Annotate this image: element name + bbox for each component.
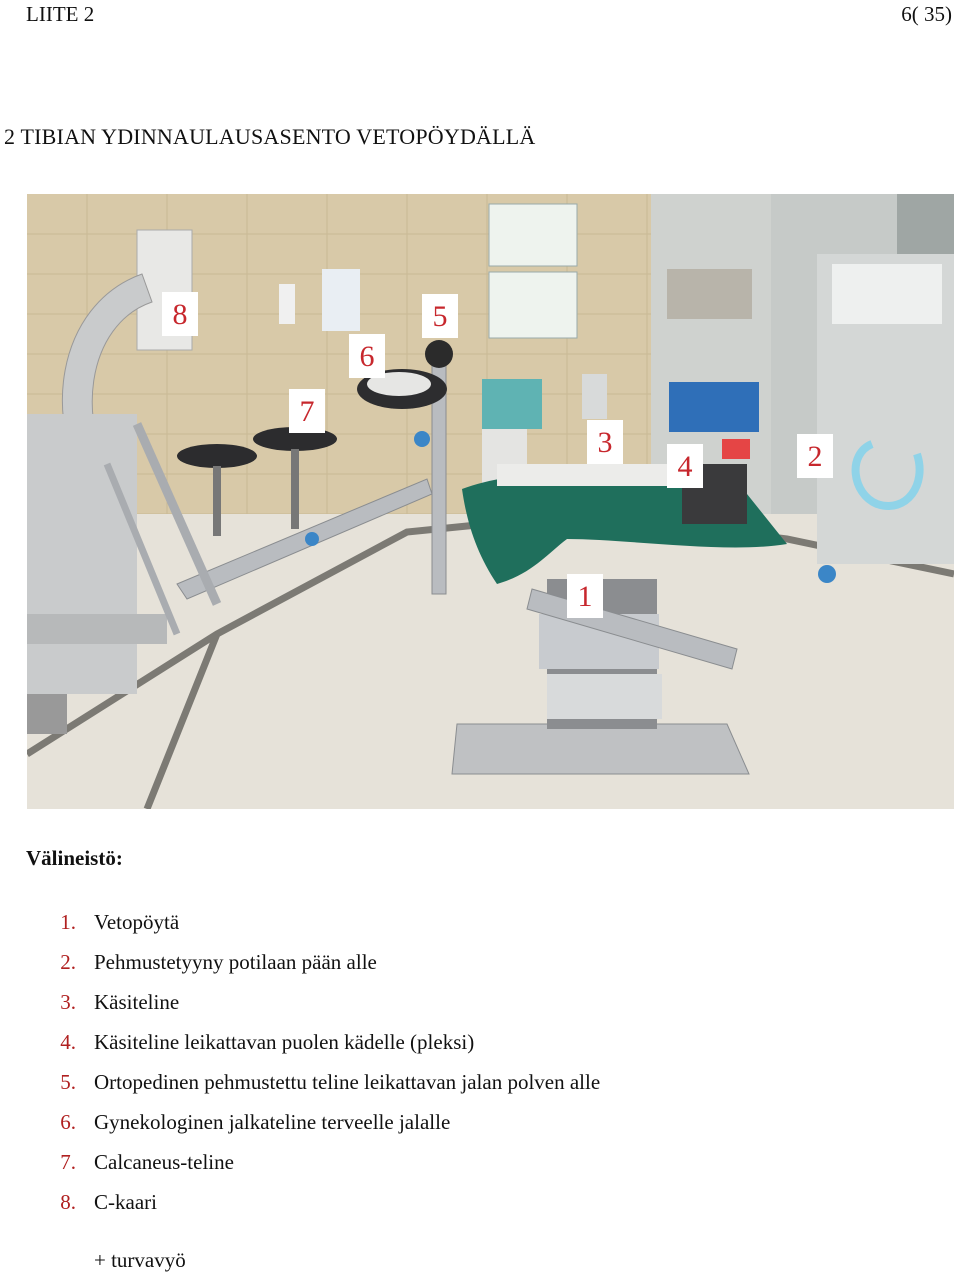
list-item-number: 8. — [60, 1190, 76, 1214]
list-item-number: 3. — [60, 990, 76, 1014]
list-item-number: 7. — [60, 1150, 76, 1174]
equipment-heading: Välineistö: — [26, 846, 123, 870]
list-item-text: Calcaneus-teline — [94, 1150, 234, 1174]
label-2: 2 — [807, 440, 823, 473]
label-8: 8 — [172, 298, 188, 331]
list-item-number: 6. — [60, 1110, 76, 1134]
label-3: 3 — [597, 426, 613, 459]
list-item-number: 1. — [60, 910, 76, 934]
list-item-number: 2. — [60, 950, 76, 974]
list-item-text: Pehmustetyyny potilaan pään alle — [94, 950, 377, 974]
label-6: 6 — [359, 340, 375, 373]
list-item-text: Käsiteline — [94, 990, 180, 1014]
label-7: 7 — [299, 395, 315, 428]
list-item-text: Gynekologinen jalkateline terveelle jalalle — [94, 1110, 451, 1134]
label-4: 4 — [677, 450, 693, 483]
list-item-number: 5. — [60, 1070, 76, 1094]
list-item-number: 4. — [60, 1030, 76, 1054]
extra-equipment-note: + turvavyö — [94, 1248, 186, 1272]
list-item-text: Ortopedinen pehmustettu teline leikattavan jalan polven alle — [94, 1070, 601, 1094]
list-item-text: C-kaari — [94, 1190, 157, 1214]
list-item-text: Käsiteline leikattavan puolen kädelle (pleksi) — [94, 1030, 475, 1054]
page-title: 2 TIBIAN YDINNAULAUSASENTO VETOPÖYDÄLLÄ — [4, 124, 536, 149]
label-5: 5 — [432, 300, 448, 333]
operating-room-photo — [27, 194, 954, 809]
label-1: 1 — [577, 580, 593, 613]
page-header-label: LIITE 2 — [26, 2, 95, 26]
page-number: 6( 35) — [901, 2, 952, 26]
list-item-text: Vetopöytä — [94, 910, 180, 934]
